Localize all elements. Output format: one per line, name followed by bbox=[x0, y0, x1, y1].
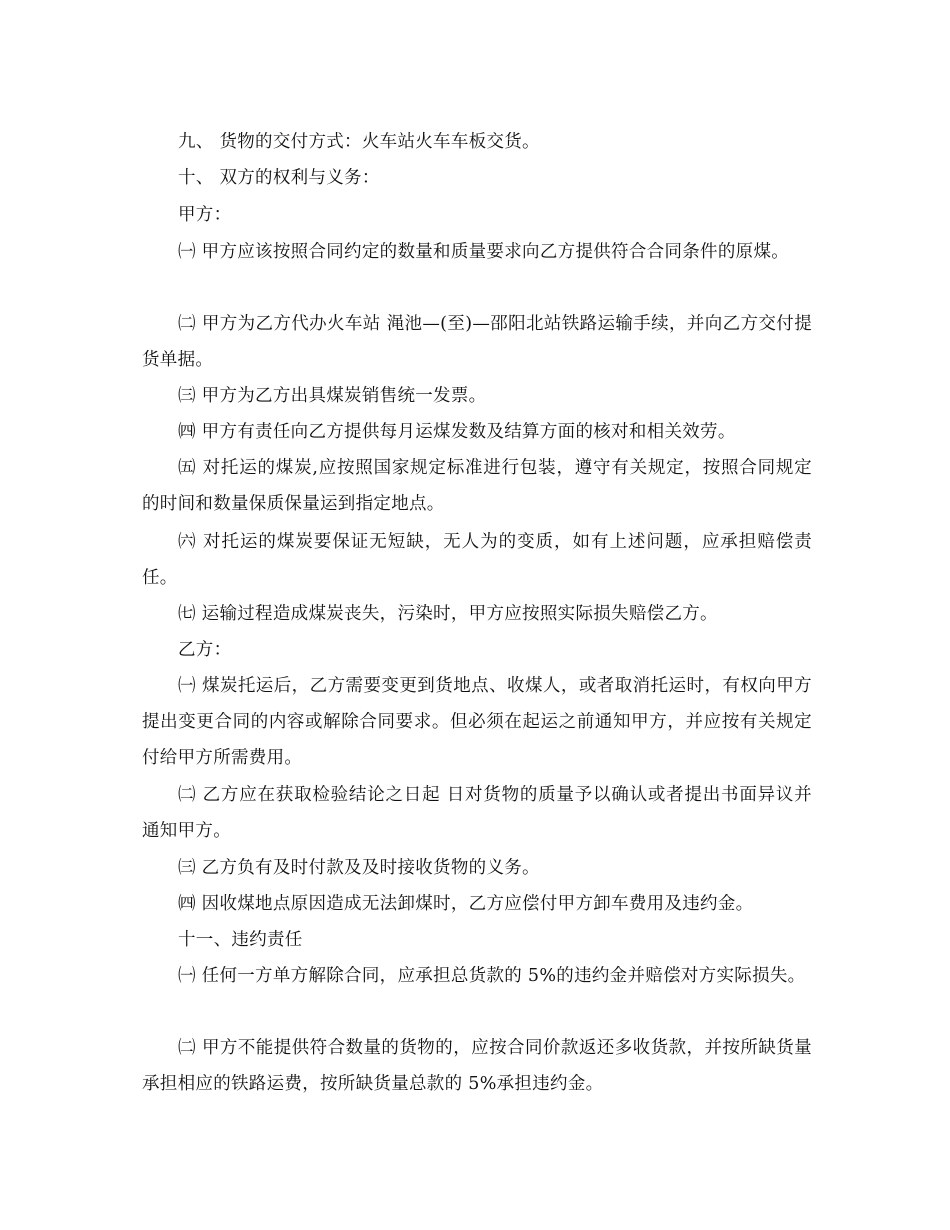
liability-item-1: ㈠ 任何一方单方解除合同，应承担总货款的 5%的违约金并赔偿对方实际损失。 bbox=[178, 966, 806, 986]
party-b-item-3: ㈢ 乙方负有及时付款及及时接收货物的义务。 bbox=[178, 858, 540, 878]
clause-10-rights-obligations: 十、 双方的权利与义务： bbox=[178, 168, 380, 188]
party-a-item-4: ㈣ 甲方有责任向乙方提供每月运煤发数及结算方面的核对和相关效劳。 bbox=[178, 422, 736, 442]
clause-9-delivery: 九、 货物的交付方式：火车站火车车板交货。 bbox=[178, 132, 540, 152]
clause-11-liability: 十一、违约责任 bbox=[178, 930, 303, 950]
party-a-item-3: ㈢ 甲方为乙方出具煤炭销售统一发票。 bbox=[178, 386, 487, 406]
party-a-item-6: ㈥ 对托运的煤炭要保证无短缺，无人为的变质，如有上述问题，应承担赔偿责任。 bbox=[142, 532, 812, 588]
party-b-item-1: ㈠ 煤炭托运后，乙方需要变更到货地点、收煤人，或者取消托运时，有权向甲方提出变更合同的内容或解除合同要求。但必须在起运之前通知甲方，并应按有关规定付给甲方所需费用。 bbox=[142, 676, 812, 768]
party-a-item-5: ㈤ 对托运的煤炭,应按照国家规定标准进行包装，遵守有关规定，按照合同规定的时间和数量保质保量运到指定地点。 bbox=[142, 458, 812, 514]
party-b-item-2: ㈡ 乙方应在获取检验结论之日起 日对货物的质量予以确认或者提出书面异议并通知甲方。 bbox=[142, 785, 812, 841]
party-a-item-2: ㈡ 甲方为乙方代办火车站 渑池—(至)—邵阳北站铁路运输手续，并向乙方交付提货单据。 bbox=[142, 314, 812, 370]
liability-item-2: ㈡ 甲方不能提供符合数量的货物的，应按合同价款返还多收货款，并按所缺货量承担相应的铁路运费，按所缺货量总款的 5%承担违约金。 bbox=[142, 1038, 812, 1094]
party-a-item-1: ㈠ 甲方应该按照合同约定的数量和质量要求向乙方提供符合合同条件的原煤。 bbox=[178, 242, 790, 262]
party-b-item-4: ㈣ 因收煤地点原因造成无法卸煤时，乙方应偿付甲方卸车费用及违约金。 bbox=[178, 894, 754, 914]
party-a-item-7: ㈦ 运输过程造成煤炭丧失，污染时，甲方应按照实际损失赔偿乙方。 bbox=[178, 604, 718, 624]
party-b-heading: 乙方： bbox=[178, 640, 232, 660]
party-a-heading: 甲方： bbox=[178, 205, 232, 225]
